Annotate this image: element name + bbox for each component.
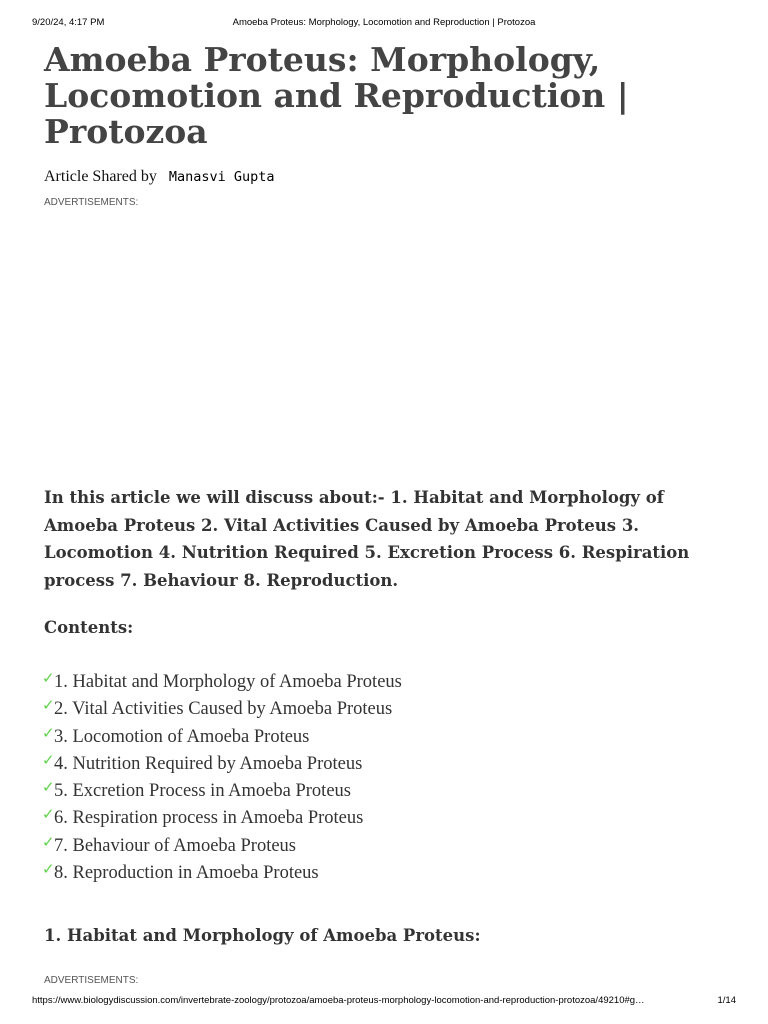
byline: [44, 168, 275, 186]
toc-link-reproduction[interactable]: 8. Reproduction in Amoeba Proteus: [54, 863, 319, 884]
check-icon: ✓: [42, 832, 55, 851]
section-heading-habitat: 1. Habitat and Morphology of Amoeba Proteus:: [44, 926, 481, 945]
toc-item: [42, 665, 402, 692]
toc-item: [42, 774, 402, 801]
toc-link-respiration[interactable]: 6. Respiration process in Amoeba Proteus: [54, 808, 364, 829]
check-icon: ✓: [42, 696, 55, 715]
print-footer: [32, 995, 736, 1009]
toc-link-nutrition[interactable]: 4. Nutrition Required by Amoeba Proteus: [54, 753, 363, 774]
author-name[interactable]: Manasvi Gupta: [168, 169, 275, 185]
toc-item: [42, 692, 402, 719]
page-number: 1/14: [717, 995, 736, 1006]
print-url: https://www.biologydiscussion.com/invertebrate-zoology/protozoa/amoeba-proteus-morphology-locomotion-and-reproduction-protozoa/49210#g…: [32, 995, 645, 1006]
check-icon: ✓: [42, 669, 55, 687]
print-date: 9/20/24, 4:17 PM: [32, 17, 105, 28]
check-icon: ✓: [42, 723, 55, 742]
check-icon: ✓: [42, 778, 55, 797]
toc-item: [42, 856, 402, 883]
table-of-contents: [42, 665, 402, 883]
advertisement-label: ADVERTISEMENTS:: [44, 975, 139, 986]
toc-link-excretion[interactable]: 5. Excretion Process in Amoeba Proteus: [54, 781, 351, 802]
advertisement-label: ADVERTISEMENTS:: [44, 197, 139, 208]
print-header: [32, 17, 736, 31]
toc-link-vital-activities[interactable]: 2. Vital Activities Caused by Amoeba Proteus: [54, 699, 393, 720]
toc-link-behaviour[interactable]: 7. Behaviour of Amoeba Proteus: [54, 835, 296, 856]
byline-prefix: Article Shared by: [44, 168, 157, 185]
toc-link-locomotion[interactable]: 3. Locomotion of Amoeba Proteus: [54, 726, 310, 747]
article-intro: In this article we will discuss about:- 1. Habitat and Morphology of Amoeba Proteus 2. Vital Activities Caused by Amoeba Proteus 3. Locomotion 4. Nutrition Required 5. Excretion Process 6. Respiration process 7. Behaviour 8. Reproduction.: [44, 488, 690, 590]
toc-item: [42, 720, 402, 747]
toc-item: [42, 801, 402, 828]
check-icon: ✓: [42, 860, 55, 879]
advertisement-slot: [44, 212, 704, 472]
check-icon: ✓: [42, 805, 55, 824]
contents-heading: Contents:: [44, 618, 134, 637]
print-page-title: Amoeba Proteus: Morphology, Locomotion and Reproduction | Protozoa: [232, 17, 536, 28]
toc-item: [42, 747, 402, 774]
toc-item: [42, 829, 402, 856]
check-icon: ✓: [42, 750, 55, 769]
toc-link-habitat[interactable]: 1. Habitat and Morphology of Amoeba Proteus: [54, 672, 402, 692]
article-title: Amoeba Proteus: Morphology, Locomotion and Reproduction | Protozoa: [44, 40, 629, 151]
